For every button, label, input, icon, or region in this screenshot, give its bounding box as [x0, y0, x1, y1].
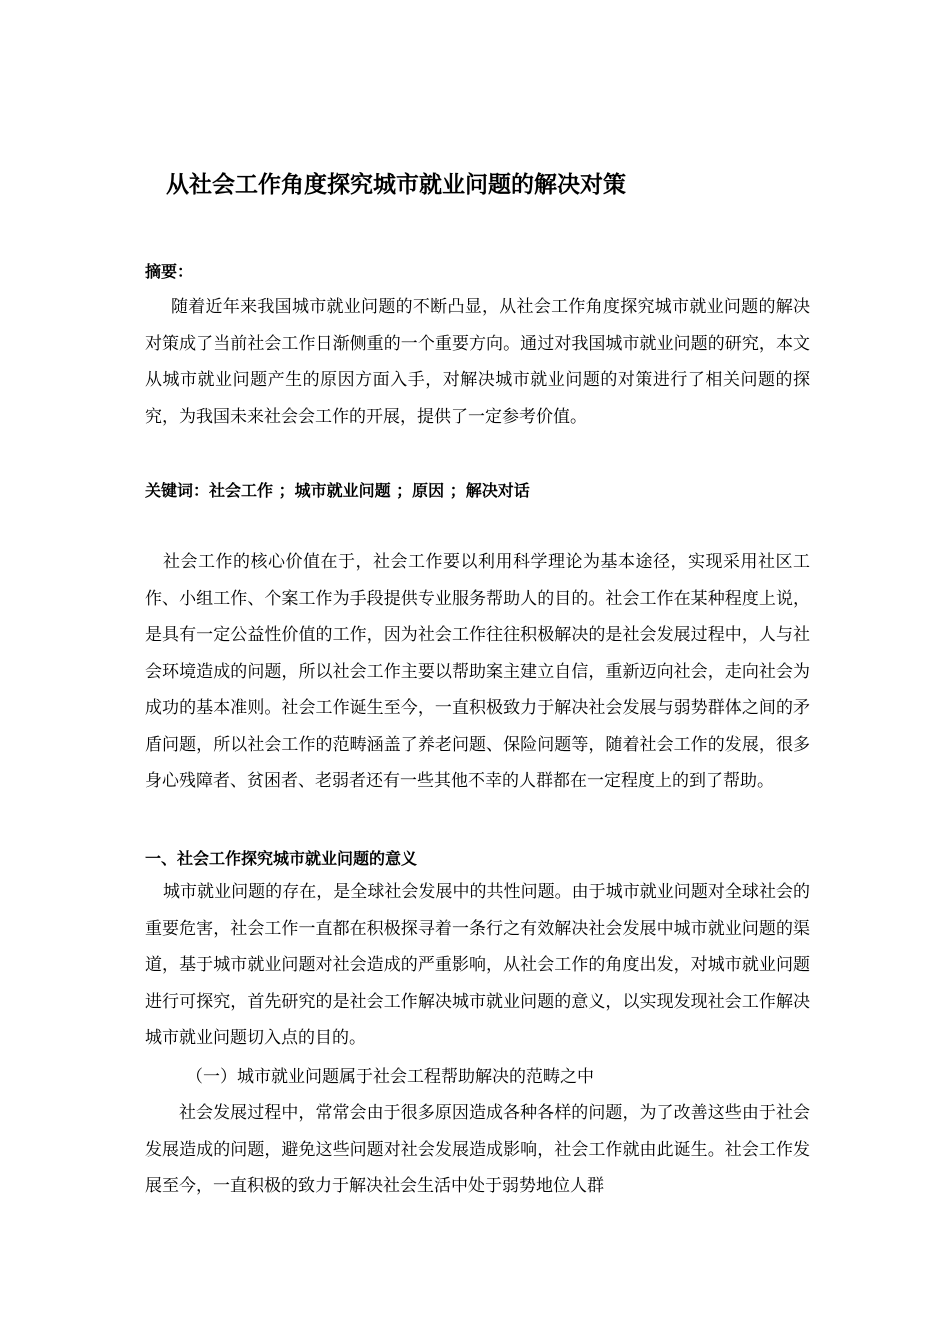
- section-heading: 一、社会工作探究城市就业问题的意义: [145, 849, 418, 868]
- subsection-heading: （一）城市就业问题属于社会工程帮助解决的范畴之中: [186, 1067, 594, 1087]
- abstract-label: 摘要：: [145, 262, 194, 281]
- section-paragraph: 城市就业问题的存在，是全球社会发展中的共性问题。由于城市就业问题对全球社会的重要危害，社会工作一直都在积极探寻着一条行之有效解决社会发展中城市就业问题的渠道，基于城市就业问题对社会造成的严重影响，从社会工作的角度出发，对城市就业问题进行可探究，首先研究的是社会工作解决城市就业问题的意义，以实现发现社会工作解决城市就业问题切入点的目的。: [145, 882, 810, 1048]
- abstract-paragraph: 随着近年来我国城市就业问题的不断凸显，从社会工作角度探究城市就业问题的解决对策成了当前社会工作日渐侧重的一个重要方向。通过对我国城市就业问题的研究，本文从城市就业问题产生的原因方面入手，对解决城市就业问题的对策进行了相关问题的探究，为我国未来社会会工作的开展，提供了一定参考价值。: [145, 297, 810, 427]
- subsection-paragraph: 社会发展过程中，常常会由于很多原因造成各种各样的问题，为了改善这些由于社会发展造成的问题，避免这些问题对社会发展造成影响，社会工作就由此诞生。社会工作发展至今，一直积极的致力于解决社会生活中处于弱势地位人群: [145, 1103, 810, 1196]
- intro-paragraph: 社会工作的核心价值在于，社会工作要以利用科学理论为基本途径，实现采用社区工作、小组工作、个案工作为手段提供专业服务帮助人的目的。社会工作在某种程度上说，是具有一定公益性价值的工作，因为社会工作往往积极解决的是社会发展过程中，人与社会环境造成的问题，所以社会工作主要以帮助案主建立自信，重新迈向社会，走向社会为成功的基本准则。社会工作诞生至今，一直积极致力于解决社会发展与弱势群体之间的矛盾问题，所以社会工作的范畴涵盖了养老问题、保险问题等，随着社会工作的发展，很多身心残障者、贫困者、老弱者还有一些其他不幸的人群都在一定程度上的到了帮助。: [145, 552, 810, 791]
- keywords-line: 关键词：社会工作 ；城市就业问题 ；原因 ；解决对话: [145, 481, 530, 500]
- document-title: 从社会工作角度探究城市就业问题的解决对策: [166, 172, 626, 198]
